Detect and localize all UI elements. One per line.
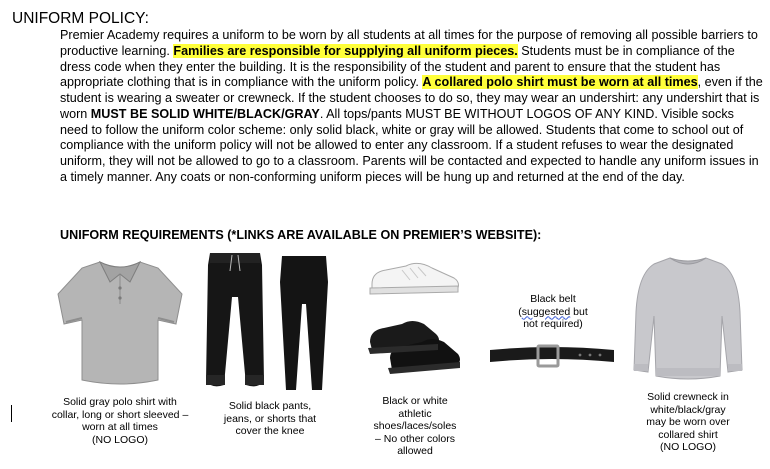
crewneck-caption: Solid crewneck in white/black/gray may be worn over collared shirt (NO LOGO) — [646, 391, 730, 454]
crewneck-sweatshirt-icon — [632, 252, 744, 386]
leggings-icon — [276, 252, 332, 396]
pants-caption: Solid black pants, jeans, or shorts that cover the knee — [223, 400, 317, 438]
white-sneaker-icon — [366, 254, 462, 298]
policy-paragraph — [60, 28, 764, 186]
page-title: UNIFORM POLICY: — [12, 10, 149, 27]
belt-icon — [488, 340, 616, 374]
undershirt-rule: MUST BE SOLID WHITE/BLACK/GRAY — [90, 106, 320, 121]
policy-text-1: Premier Academy requires a uniform to be worn by all students at all times for the purpose of removing all possible barriers to productive learning. — [60, 28, 758, 58]
requirements-heading: UNIFORM REQUIREMENTS (*LINKS ARE AVAILABLE ON PREMIER’S WEBSITE): — [60, 228, 542, 242]
highlight-collared-polo: A collared polo shirt must be worn at all times — [422, 75, 698, 90]
joggers-icon — [202, 249, 268, 393]
policy-text-4: . All tops/pants MUST BE WITHOUT LOGOS OF ANY KIND. Visible socks need to follow the uniform color scheme: only solid black, white or gray will be allowed. Students that come to school out of compliance with the uniform policy will not be allowed to enter any classroom. If a student refuses to wear the designated uniform, they will not be allowed to go to a classroom. Parents will be contacted and expected to handle any uniform issues in a timely manner. Any coats or non-conforming uniform pieces will be hung up and returned at the end of the day. — [60, 106, 759, 184]
shoes-caption: Black or white athletic shoes/laces/soles – No other colors allowed — [373, 395, 457, 458]
belt-caption: Black belt (suggested but not required) — [518, 293, 588, 331]
policy-text-2: Students must be in compliance of the dress code when they enter the building. It is the responsibility of the student and parent to ensure that the student has appropriate clothing that is in compliance with the uniform policy. — [60, 43, 735, 90]
polo-caption: Solid gray polo shirt with collar, long or short sleeved – worn at all times (NO LOGO) — [51, 396, 189, 446]
text-cursor — [11, 405, 12, 422]
highlight-families-responsible: Families are responsible for supplying all uniform pieces. — [173, 43, 518, 58]
polo-shirt-icon — [52, 252, 188, 390]
policy-text-3: , even if the student is wearing a sweater or crewneck. If the student chooses to do so, they may wear an undershirt: any undershirt that is worn — [60, 75, 763, 121]
black-sneaker-icon — [366, 312, 464, 382]
